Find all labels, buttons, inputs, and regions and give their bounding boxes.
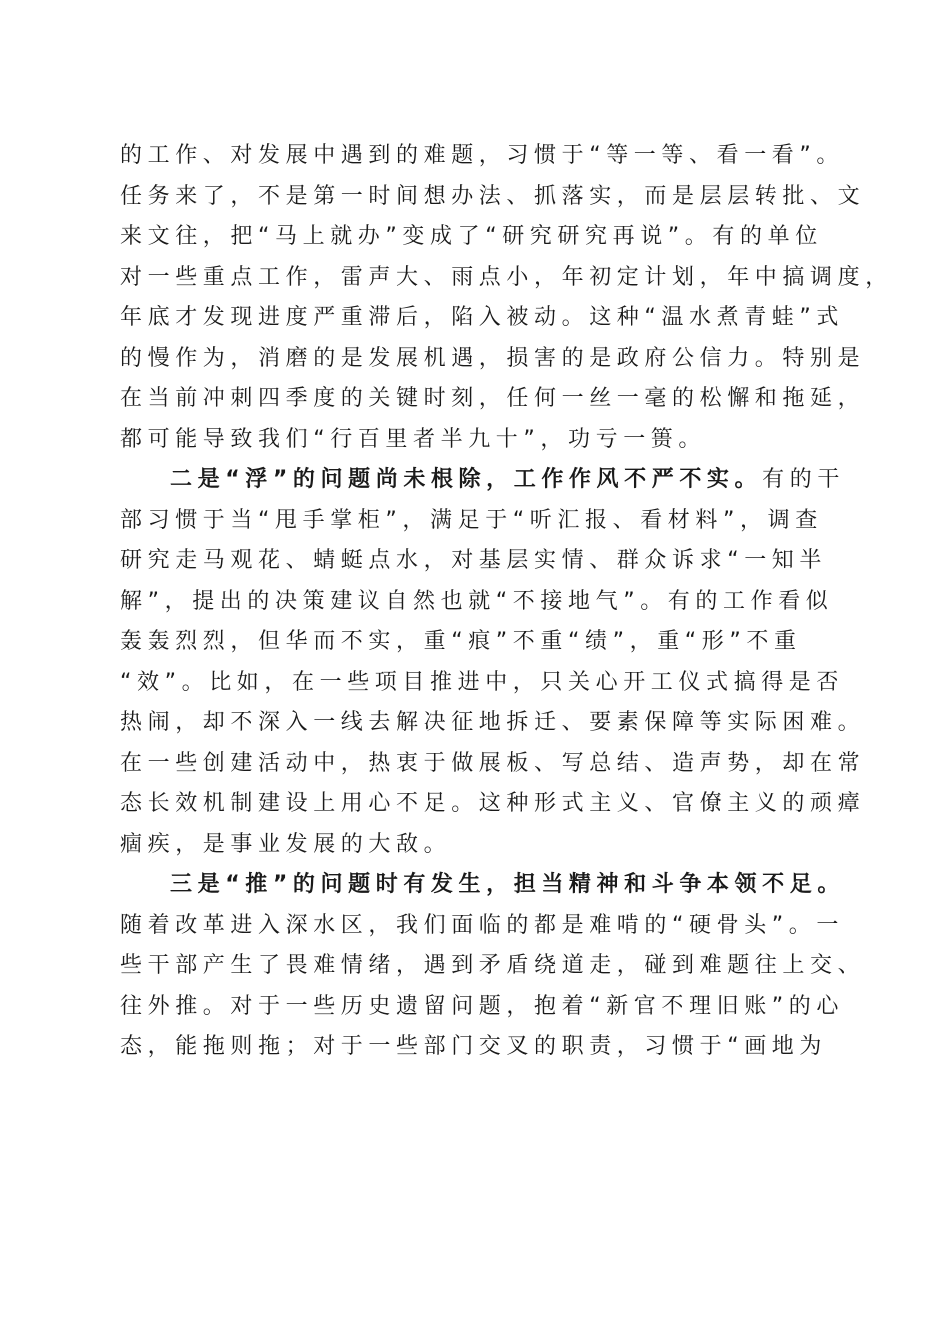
text-line: 随着改革进入深水区，我们面临的都是难啃的“硬骨头”。一: [120, 912, 844, 938]
paragraph-heading-line: [120, 460, 845, 501]
document-body: [120, 136, 893, 1068]
text-line: 态长效机制建设上用心不足。这种形式主义、官僚主义的顽瘴: [120, 791, 866, 816]
paragraph-heading-line: [120, 865, 845, 906]
text-line: 研究走马观花、蜻蜓点水，对基层实情、群众诉求“一知半: [120, 548, 827, 573]
paragraph-heading: 二是“浮”的问题尚未根除，工作作风不严不实。: [170, 467, 763, 492]
text-line: 轰轰烈烈，但华而不实，重“痕”不重“绩”，重“形”不重: [120, 629, 802, 654]
text-line: 的工作、对发展中遇到的难题，习惯于“等一等、看一看”。: [120, 143, 844, 168]
text-line: 热闹，却不深入一线去解决征地拆迁、要素保障等实际困难。: [120, 710, 866, 735]
text-line: 解”，提出的决策建议自然也就“不接地气”。有的工作看似: [120, 588, 834, 614]
text-line: 部习惯于当“甩手掌柜”，满足于“听汇报、看材料”，调查: [120, 507, 823, 533]
text-line: 都可能导致我们“行百里者半九十”，功亏一篑。: [120, 426, 706, 452]
paragraph-heading: 三是“推”的问题时有发生，担当精神和斗争本领不足。: [170, 872, 845, 897]
text-line: 来文往，把“马上就办”变成了“研究研究再说”。有的单位: [120, 224, 823, 249]
text-line: 的慢作为，消磨的是发展机遇，损害的是政府公信力。特别是: [120, 345, 866, 371]
text-line: 年底才发现进度严重滞后，陷入被动。这种“温水煮青蛙”式: [120, 305, 844, 330]
text-line: 往外推。对于一些历史遗留问题，抱着“新官不理旧账”的心: [120, 993, 844, 1019]
text-line: 痼疾，是事业发展的大敌。: [120, 831, 452, 857]
text-line: 在当前冲刺四季度的关键时刻，任何一丝一毫的松懈和拖延，: [120, 386, 866, 411]
text-line: 任务来了，不是第一时间想办法、抓落实，而是层层转批、文: [120, 183, 866, 209]
text-line: 些干部产生了畏难情绪，遇到矛盾绕道走，碰到难题往上交、: [120, 953, 866, 978]
text-line: 态，能拖则拖；对于一些部门交叉的职责，习惯于“画地为: [120, 1034, 827, 1059]
text-line: 在一些创建活动中，热衷于做展板、写总结、造声势，却在常: [120, 750, 866, 776]
text-line: “效”。比如，在一些项目推进中，只关心开工仪式搞得是否: [120, 669, 844, 695]
text-run: 有的干: [762, 467, 845, 492]
text-line: 对一些重点工作，雷声大、雨点小，年初定计划，年中搞调度，: [120, 264, 893, 290]
